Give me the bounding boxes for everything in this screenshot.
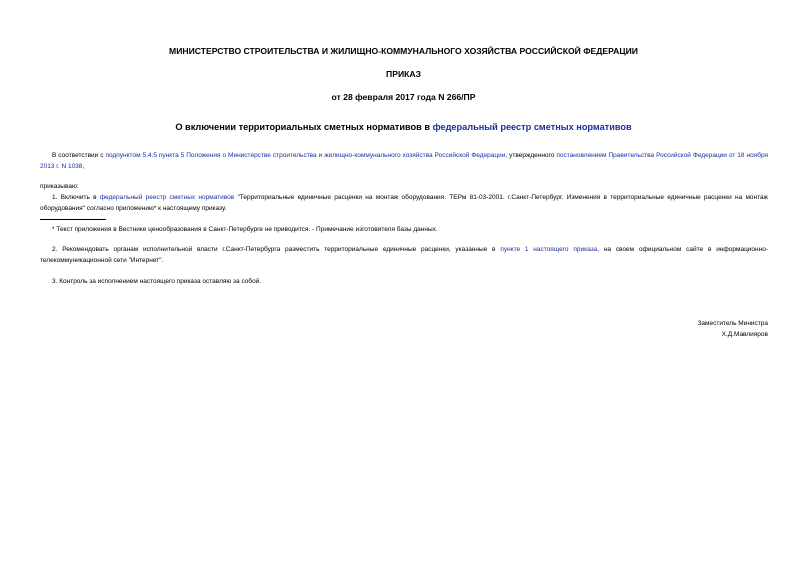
item-3-paragraph: 3. Контроль за исполнением настоящего приказа оставляю за собой. <box>52 278 262 285</box>
signatory-position: Заместитель Министра <box>697 320 768 327</box>
preamble-text-2: , утвержденного <box>505 152 557 159</box>
order-word: приказываю: <box>40 183 79 190</box>
title-registry-link[interactable]: федеральный реестр сметных нормативов <box>432 122 632 132</box>
item-2-paragraph <box>40 244 768 266</box>
signatory-name: Х.Д.Мавлияров <box>721 331 768 338</box>
footnote-divider <box>40 219 106 220</box>
item-1-paragraph <box>40 192 768 214</box>
preamble-text-1: В соответствии с <box>52 152 106 159</box>
item-1-reference-link[interactable]: пункте 1 настоящего приказа <box>500 246 598 253</box>
preamble-text-3: , <box>82 163 85 170</box>
date-number-heading: от 28 февраля 2017 года N 266/ПР <box>331 92 476 102</box>
regulation-subclause-link[interactable]: подпунктом 5.4.5 пункта 5 Положения о Министерстве строительства и жилищно-коммунального хозяйства Российской Федерации <box>105 152 506 159</box>
item-1-text-1: 1. Включить в <box>52 194 100 201</box>
signature-block <box>698 318 769 340</box>
item-2-text-1: 2. Рекомендовать органам исполнительной власти г.Санкт-Петербурга разместить территориальные единичные расценки, указанные в <box>52 246 501 253</box>
government-decree-link[interactable]: постановлением Правительства Российской Федерации от 18 ноября 2013 г. N 1038 <box>40 152 769 170</box>
item-1-text-2: "Территориальные единичные расценки на монтаж оборудования. ТЕРм 81-03-2001. г.Санкт-Петербург. Изменения в территориальные единичные расценки на монтаж оборудования" согласно приложению* к настоящему приказу. <box>40 194 769 212</box>
item-2-text-2: , на своем официальном сайте в информационно-телекоммуникационной сети "Интернет". <box>40 246 768 264</box>
document-title <box>0 122 807 133</box>
document-type-heading: ПРИКАЗ <box>386 69 421 79</box>
preamble-paragraph <box>40 150 768 172</box>
item-1-registry-link[interactable]: федеральный реестр сметных нормативов <box>99 194 235 201</box>
footnote-text: * Текст приложения в Вестнике ценообразования в Санкт-Петербурге не приводится. - Примечание изготовителя базы данных. <box>52 226 438 233</box>
ministry-heading: МИНИСТЕРСТВО СТРОИТЕЛЬСТВА И ЖИЛИЩНО-КОММУНАЛЬНОГО ХОЗЯЙСТВА РОССИЙСКОЙ ФЕДЕРАЦИИ <box>169 46 638 56</box>
title-text: О включении территориальных сметных нормативов в <box>175 122 433 132</box>
